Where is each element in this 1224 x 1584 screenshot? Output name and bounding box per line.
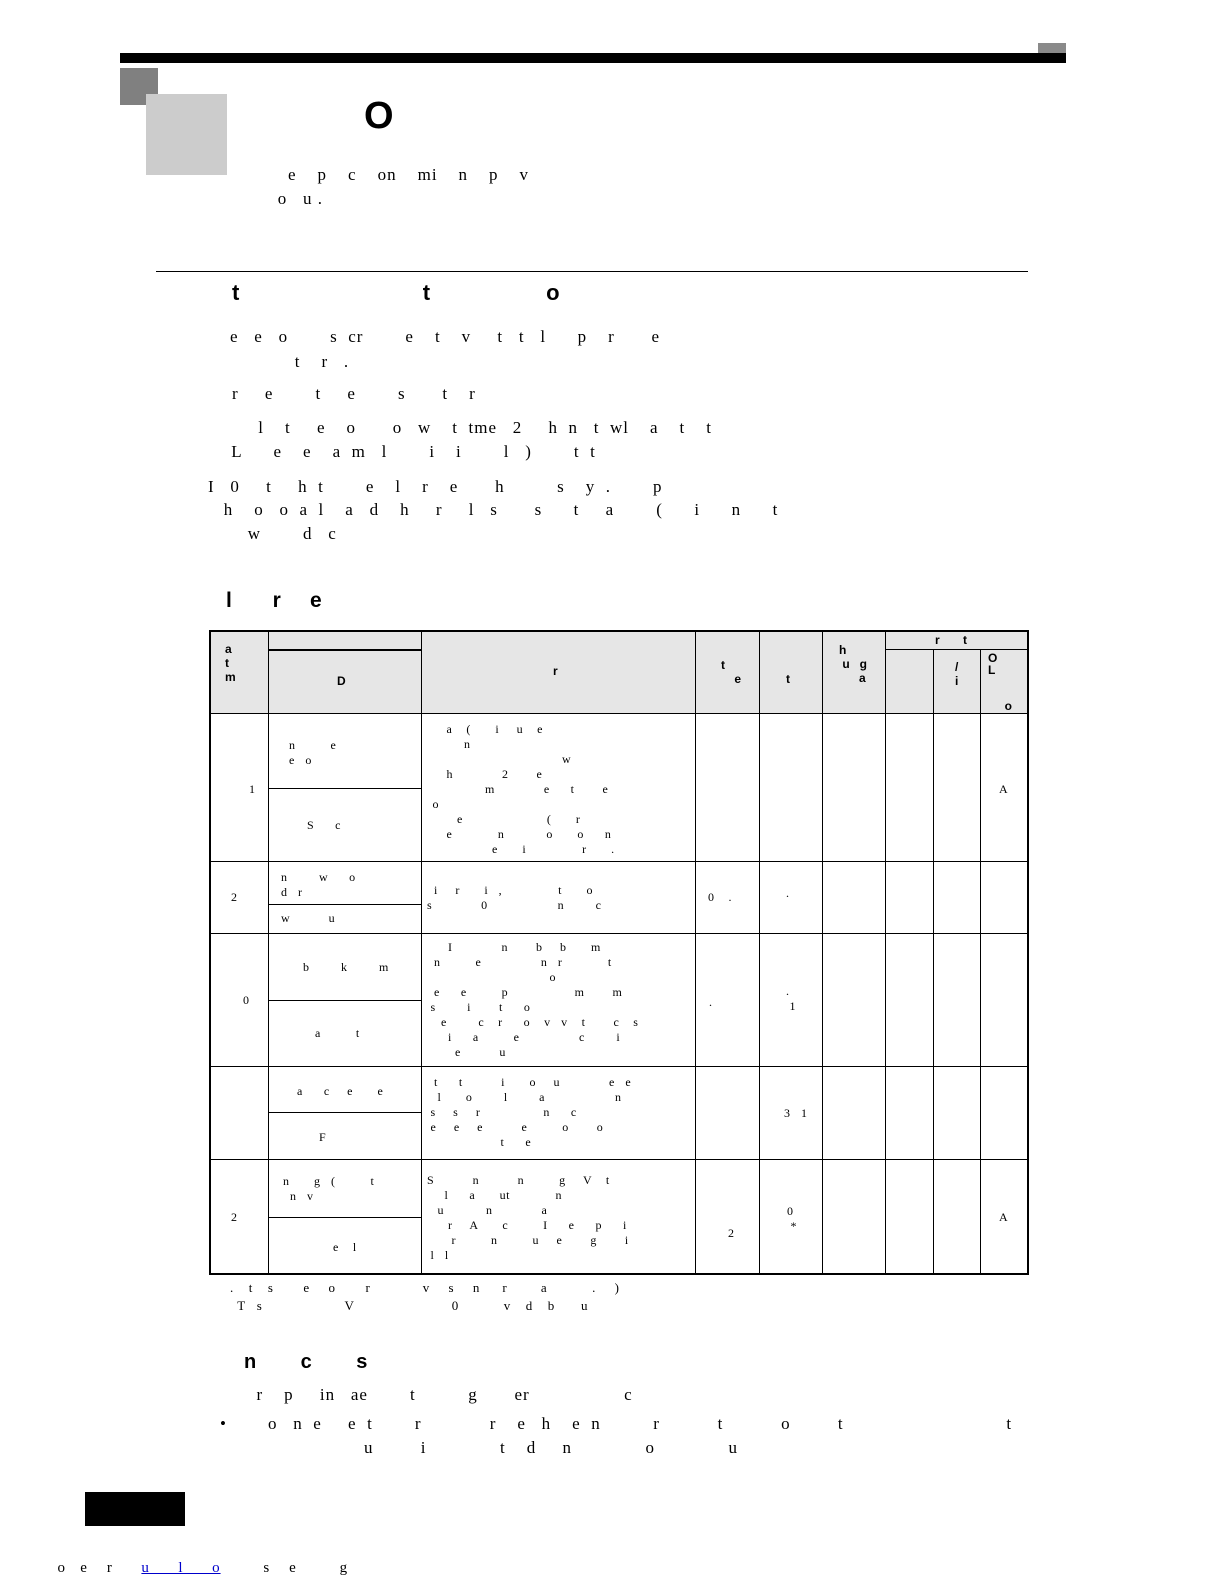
cell-desc: w u — [281, 911, 336, 925]
subrow-line — [268, 1000, 421, 1001]
cell-value: . — [786, 886, 790, 900]
cell-desc: F — [319, 1130, 327, 1144]
col-line — [933, 650, 934, 1273]
subrow-line — [268, 904, 421, 905]
header-cell: / i — [955, 660, 959, 688]
cell-desc: n g ( t n v — [283, 1174, 375, 1203]
col-line — [268, 632, 269, 1273]
bullet-text: u i t d n o u — [364, 1438, 738, 1457]
header-cell: D — [337, 674, 346, 688]
footer-link[interactable]: u l o — [141, 1560, 221, 1576]
cell-value: 0 * — [787, 1204, 797, 1233]
cell-value: 3 1 — [784, 1106, 808, 1120]
subrow-line — [268, 1112, 421, 1113]
table-header-bg — [211, 632, 1027, 714]
table-heading: l r e — [226, 589, 322, 612]
header-cell: r — [553, 664, 558, 678]
cell-value: 0 . — [708, 890, 732, 904]
row-line — [211, 1159, 1027, 1160]
cell-desc: b k m — [303, 960, 389, 974]
page-number-box — [85, 1492, 185, 1526]
col-line — [980, 650, 981, 1273]
paragraph-line: t r . — [258, 352, 350, 371]
col-line — [695, 632, 696, 1273]
section-heading: t t o — [232, 280, 560, 305]
paragraph-line: r p in ae t g er c — [246, 1385, 633, 1404]
row-number: 0 — [243, 993, 250, 1007]
header-cell: h u g a — [839, 643, 867, 685]
intro-line-2: o u . — [262, 189, 323, 208]
col-line — [759, 632, 760, 1273]
subrow-line — [268, 788, 421, 789]
bullet-text: o n e e t r r e h e n r t o t t — [268, 1414, 1013, 1433]
footer-left: o e r — [57, 1560, 113, 1576]
paragraph-line: w d c — [232, 524, 337, 543]
header-subline — [885, 649, 1027, 650]
row-line — [211, 933, 1027, 934]
cell-desc: e l — [333, 1240, 357, 1254]
table-note: T s V 0 v d b u — [230, 1298, 588, 1313]
header-cell: O L o — [988, 651, 1012, 713]
row-number: 1 — [249, 782, 256, 796]
data-table — [209, 630, 1029, 1275]
col-line — [822, 632, 823, 1273]
paragraph-line: e e o s cr e t v t t l p r e — [230, 327, 661, 346]
bullet-mark: • — [220, 1414, 227, 1433]
cell-text: i r i , t o s 0 n c — [427, 883, 602, 912]
page-title: O — [364, 95, 394, 137]
cell-text: I n b b m n e n r t o e e p m m s i t o e c r o v v t c s i a e c i e u — [430, 940, 639, 1059]
cell-text: t t i o u e e l o l a n s s r n c e e e e o o t e — [430, 1075, 632, 1149]
cell-desc: n e e o — [289, 738, 337, 767]
header-cell: t e — [721, 658, 742, 686]
row-number: 2 — [231, 1210, 238, 1224]
header-cell: a t m — [225, 642, 236, 684]
chapter-mark-light — [146, 94, 227, 175]
row-number: 2 — [231, 890, 238, 904]
cell-desc: S c — [307, 818, 341, 832]
row-line — [211, 713, 1027, 714]
footer-right: s e g — [263, 1560, 349, 1576]
col-line — [885, 632, 886, 1273]
cell-desc: a c e e — [297, 1084, 384, 1098]
header-cell: r t — [935, 633, 968, 647]
cell-value: A — [999, 782, 1009, 796]
col-line — [421, 632, 422, 1273]
cell-value: . 1 — [786, 984, 796, 1013]
paragraph-line: r e t e s t r — [232, 384, 476, 403]
row-line — [211, 861, 1027, 862]
subrow-line — [268, 1217, 421, 1218]
cell-value: . — [709, 995, 713, 1009]
cell-value: 2 — [728, 1226, 735, 1240]
paragraph-line: L e e a m l i i l ) t t — [226, 442, 596, 461]
intro-line-1: e p c on mi n p v — [288, 165, 530, 184]
section-heading: n c s — [244, 1351, 368, 1373]
cell-value: A — [999, 1210, 1009, 1224]
section-rule — [156, 271, 1028, 272]
header-cell: t — [786, 672, 790, 686]
cell-text: a ( i u e n w h 2 e m e t e o e ( r e n o o n e i r . — [432, 722, 615, 856]
footer-text — [48, 1543, 348, 1577]
top-corner-tab — [1038, 43, 1066, 53]
table-note: . t s e o r v s n r a . ) — [230, 1280, 620, 1295]
paragraph-line: l t e o o w t tme 2 h n t wl a t t — [232, 418, 712, 437]
cell-desc: n w o d r — [281, 870, 356, 899]
cell-desc: a t — [315, 1026, 360, 1040]
row-line — [211, 1066, 1027, 1067]
paragraph-line: I 0 t h t e l r e h s y . p — [208, 477, 663, 496]
top-rule — [120, 53, 1066, 63]
header-subline — [268, 649, 421, 651]
paragraph-line: h o o a l a d h r l s s t a ( i n t — [208, 500, 779, 519]
cell-text: S n n g V t l a ut n u n a r A c I e p i r n u e g i l l — [427, 1173, 629, 1262]
